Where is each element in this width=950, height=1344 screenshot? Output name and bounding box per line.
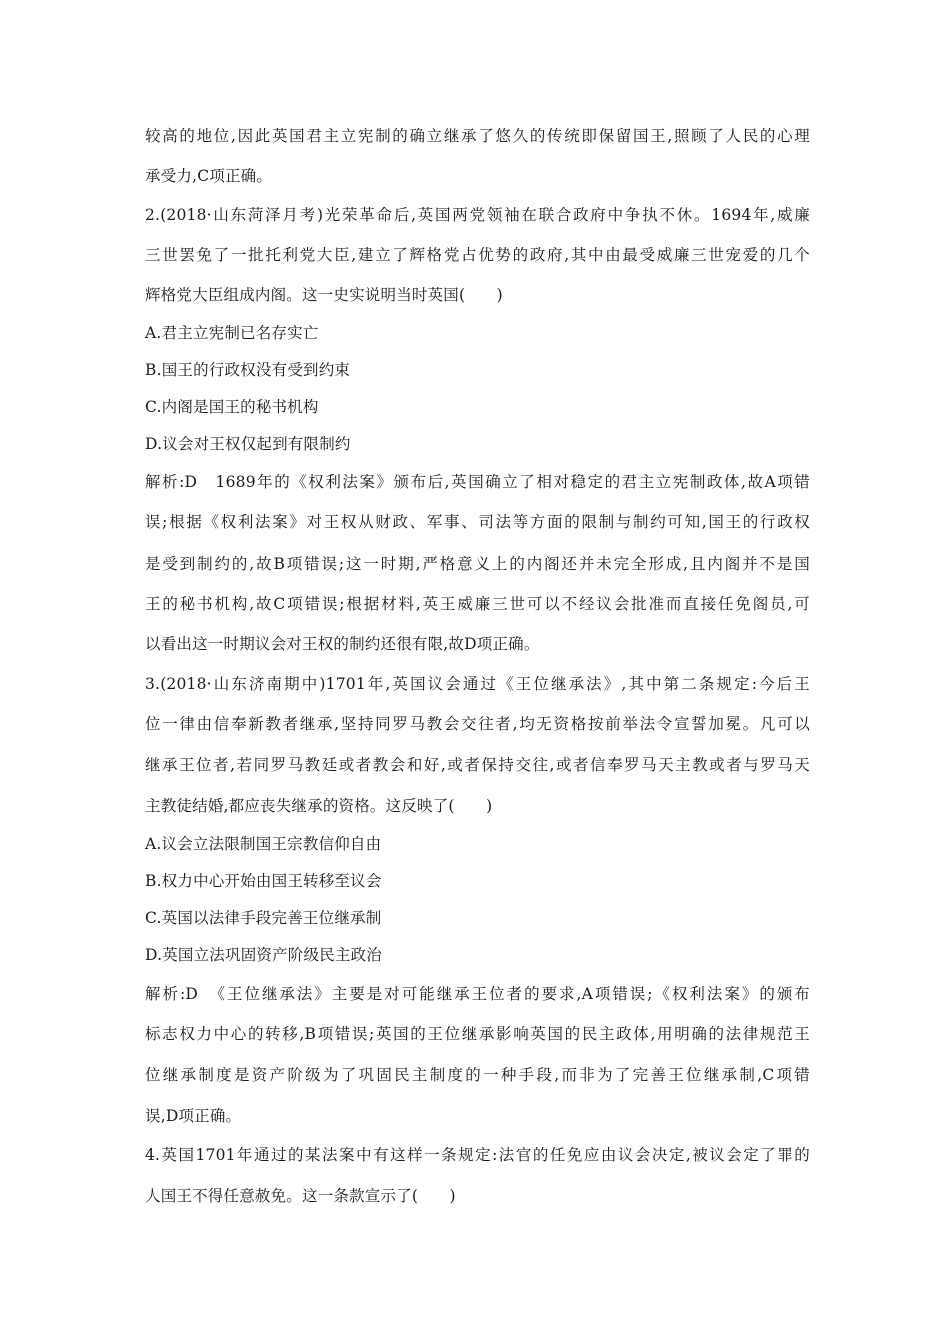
question-3-stem: 3.(2018·山东济南期中)1701年,英国议会通过《王位继承法》,其中第二条规定:今后王 [145,675,810,693]
text-line: 人国王不得任意赦免。这一条款宣示了( ) [145,1187,456,1205]
answer-explanation: 解析:D 1689年的《权利法案》颁布后,英国确立了相对稳定的君主立宪制政体,故A项错 [145,473,810,491]
text-line: 位一律由信奉新教者继承,坚持同罗马教会交往者,均无资格按前举法令宣誓加冕。凡可以 [145,715,810,733]
text-line: 误,D项正确。 [145,1107,242,1125]
option-d: D.议会对王权仅起到有限制约 [145,435,351,453]
text-line: 位继承制度是资产阶级为了巩固民主制度的一种手段,而非为了完善王位继承制,C项错 [145,1066,810,1084]
option-c: C.英国以法律手段完善王位继承制 [145,909,382,927]
text-line: 是受到制约的,故B项错误;这一时期,严格意义上的内阁还并未完全形成,且内阁并不是国 [145,555,810,573]
question-2-stem: 2.(2018·山东菏泽月考)光荣革命后,英国两党领袖在联合政府中争执不休。1694年,威廉 [145,206,810,224]
answer-explanation: 解析:D 《王位继承法》主要是对可能继承王位者的要求,A项错误;《权利法案》的颁布 [145,985,810,1003]
text-line: 王的秘书机构,故C项错误;根据材料,英王威廉三世可以不经议会批准而直接任免阁员,可 [145,595,810,613]
option-b: B.国王的行政权没有受到约束 [145,361,351,379]
text-line: 较高的地位,因此英国君主立宪制的确立继承了悠久的传统即保留国王,照顾了人民的心理 [145,127,810,145]
text-line: 辉格党大臣组成内阁。这一史实说明当时英国( ) [145,286,503,304]
question-4-stem: 4.英国1701年通过的某法案中有这样一条规定:法官的任免应由议会决定,被议会定了罪的 [145,1146,810,1164]
option-a: A.君主立宪制已名存实亡 [145,324,319,342]
text-line: 承受力,C项正确。 [145,167,273,185]
text-line: 主教徒结婚,都应丧失继承的资格。这反映了( ) [145,797,493,815]
text-line: 三世罢免了一批托利党大臣,建立了辉格党占优势的政府,其中由最受威廉三世宠爱的几个 [145,246,810,264]
option-d: D.英国立法巩固资产阶级民主政治 [145,946,383,964]
text-line: 误;根据《权利法案》对王权从财政、军事、司法等方面的限制与制约可知,国王的行政权 [145,513,810,531]
option-c: C.内阁是国王的秘书机构 [145,398,319,416]
option-a: A.议会立法限制国王宗教信仰自由 [145,835,382,853]
text-line: 标志权力中心的转移,B项错误;英国的王位继承影响英国的民主政体,用明确的法律规范王 [145,1025,810,1043]
option-b: B.权力中心开始由国王转移至议会 [145,872,382,890]
text-line: 继承王位者,若同罗马教廷或者教会和好,或者保持交往,或者信奉罗马天主教或者与罗马天 [145,756,810,774]
text-line: 以看出这一时期议会对王权的制约还很有限,故D项正确。 [145,635,540,653]
